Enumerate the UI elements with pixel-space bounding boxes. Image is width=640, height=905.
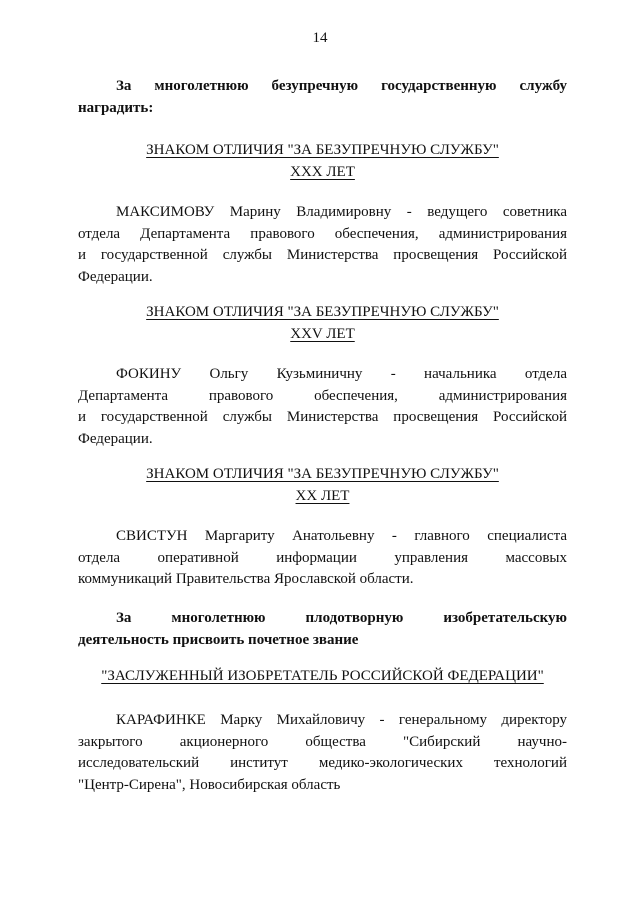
- award-years: XXV ЛЕТ: [290, 325, 355, 342]
- recipient-line: отдела оперативной информации управления массовых: [78, 549, 567, 566]
- recipient-line: закрытого акционерного общества "Сибирский научно-: [78, 733, 567, 750]
- recipient-line: СВИСТУН Маргариту Анатольевну - главного специалиста: [116, 528, 567, 544]
- award-recipient-1: [78, 202, 567, 288]
- heading-line: За многолетнюю плодотворную изобретательскую: [116, 610, 567, 626]
- recipient-line: МАКСИМОВУ Марину Владимировну - ведущего советника: [116, 204, 567, 220]
- honorary-title-text: "ЗАСЛУЖЕННЫЙ ИЗОБРЕТАТЕЛЬ РОССИЙСКОЙ ФЕДЕРАЦИИ": [101, 668, 544, 684]
- recipient-line: Департамента правового обеспечения, администрирования: [78, 387, 567, 404]
- page-number: 14: [312, 30, 328, 46]
- heading-line: За многолетнюю безупречную государственную службу: [116, 78, 567, 94]
- award-years: XXX ЛЕТ: [290, 163, 355, 180]
- award-title-20: [78, 464, 567, 507]
- heading-line: наградить:: [78, 99, 154, 116]
- award-recipient-3: [78, 526, 567, 591]
- recipient-line: КАРАФИНКЕ Марку Михайловичу - генеральному директору: [116, 712, 567, 728]
- recipient-line: коммуникаций Правительства Ярославской области.: [78, 571, 414, 587]
- recipient-line: исследовательский институт медико-экологических технологий: [78, 755, 567, 771]
- award-title-30: [78, 140, 567, 183]
- award-years: XX ЛЕТ: [295, 487, 350, 504]
- award-title-25: [78, 302, 567, 345]
- honorary-title: [78, 666, 567, 688]
- award-title: ЗНАКОМ ОТЛИЧИЯ "ЗА БЕЗУПРЕЧНУЮ СЛУЖБУ": [146, 466, 499, 482]
- recipient-line: Федерации.: [78, 430, 153, 447]
- recipient-line: отдела Департамента правового обеспечения, администрирования: [78, 225, 567, 242]
- award-title: ЗНАКОМ ОТЛИЧИЯ "ЗА БЕЗУПРЕЧНУЮ СЛУЖБУ": [146, 304, 499, 320]
- award-recipient-2: [78, 364, 567, 450]
- honorary-recipient: [78, 710, 567, 796]
- recipient-line: Федерации.: [78, 268, 153, 285]
- recipient-line: и государственной службы Министерства просвещения Российской: [78, 409, 567, 425]
- section-heading-inventor: [78, 608, 567, 651]
- recipient-line: и государственной службы Министерства просвещения Российской: [78, 247, 567, 263]
- section-heading-service: [78, 76, 567, 119]
- recipient-line: ФОКИНУ Ольгу Кузьминичну - начальника отдела: [116, 366, 567, 382]
- heading-line: деятельность присвоить почетное звание: [78, 631, 359, 648]
- recipient-line: "Центр-Сирена", Новосибирская область: [78, 776, 341, 793]
- award-title: ЗНАКОМ ОТЛИЧИЯ "ЗА БЕЗУПРЕЧНУЮ СЛУЖБУ": [146, 142, 499, 158]
